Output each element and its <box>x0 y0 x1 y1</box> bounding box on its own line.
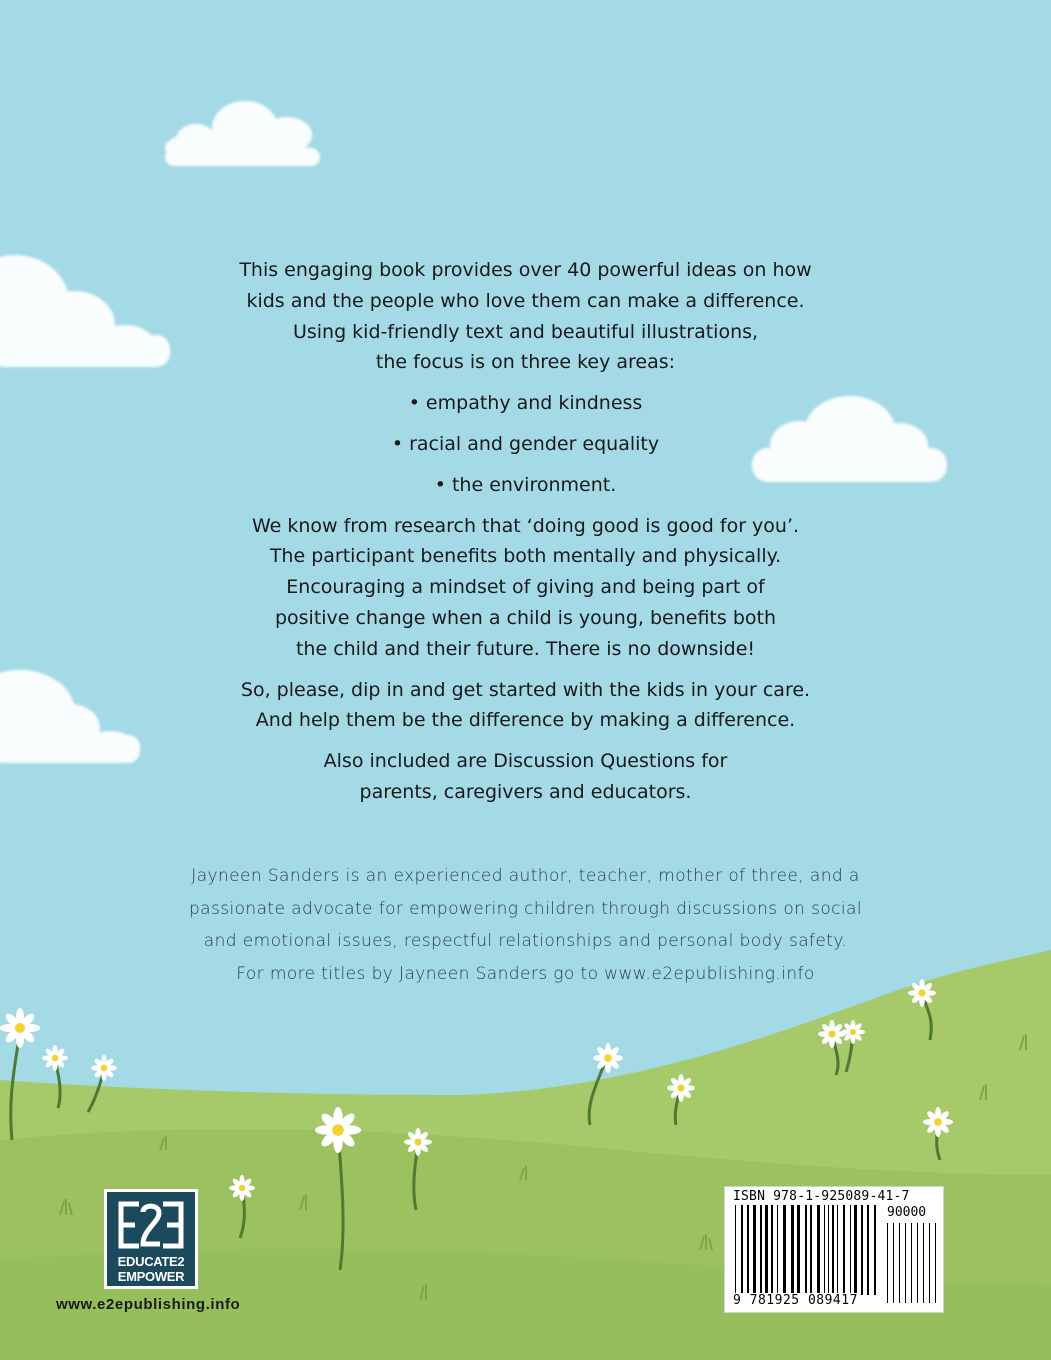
barcode-bar <box>753 1205 756 1295</box>
blurb-line: the focus is on three key areas: <box>375 351 676 374</box>
barcode-bar <box>765 1205 768 1295</box>
barcode-bar <box>783 1205 786 1295</box>
cloud-left <box>0 255 170 367</box>
author-bio-line: Jayneen Sanders is an experienced author, teacher, mother of three, and a <box>191 866 860 886</box>
barcode-bar <box>741 1205 743 1295</box>
blurb-line: Encouraging a mindset of giving and being part of <box>286 576 765 599</box>
barcode-bar <box>861 1205 863 1295</box>
blurb-line: the child and their future. There is no downside! <box>295 637 756 660</box>
bullet-environment: • the environment. <box>434 473 617 496</box>
barcode-bar <box>824 1205 825 1295</box>
addon-bar <box>917 1223 918 1303</box>
blurb-line: Also included are Discussion Questions for <box>323 750 728 773</box>
barcode-bar <box>735 1205 736 1295</box>
blurb-line: kids and the people who love them can make a difference. <box>246 289 805 312</box>
bullet-equality: • racial and gender equality <box>391 432 660 455</box>
author-bio-line: passionate advocate for empowering children through discussions on social <box>188 898 862 919</box>
addon-bar <box>929 1223 930 1303</box>
barcode-bar <box>771 1205 773 1295</box>
barcode-bar <box>874 1205 876 1295</box>
barcode-bar <box>791 1205 794 1295</box>
author-bio-line: For more titles by Jayneen Sanders go to www.e2epublishing.info <box>236 963 815 984</box>
barcode-bar <box>810 1205 812 1295</box>
cloud-lower-left <box>0 670 140 763</box>
addon-bar <box>911 1223 912 1303</box>
barcode-bar <box>760 1205 762 1295</box>
logo-text-educate: EDUCATE2 <box>117 1254 185 1269</box>
barcode-bar <box>805 1205 807 1295</box>
addon-bar <box>935 1223 936 1303</box>
blurb-line: This engaging book provides over 40 powerful ideas on how <box>239 259 812 281</box>
blurb-line: And help them be the difference by making a difference. <box>255 709 796 732</box>
barcode-bar <box>854 1205 857 1295</box>
author-bio-line: and emotional issues, respectful relationships and personal body safety. <box>203 931 848 951</box>
logo-text-empower: EMPOWER <box>117 1269 185 1284</box>
barcode-bar <box>867 1205 869 1295</box>
isbn-label: ISBN 978-1-925089-41-7 <box>733 1189 910 1204</box>
addon-bar <box>899 1223 900 1303</box>
barcode-bar <box>837 1205 838 1295</box>
barcode-bar <box>832 1205 834 1295</box>
blurb-line: The participant benefits both mentally and physically. <box>269 545 782 568</box>
barcode-bar <box>797 1205 800 1295</box>
addon-bar <box>905 1223 906 1303</box>
blurb-line: We know from research that ‘doing good is good for you’. <box>251 514 800 537</box>
author-bio <box>130 860 921 990</box>
barcode-bar <box>843 1205 845 1295</box>
publisher-logo <box>104 1189 198 1289</box>
blurb-research <box>160 511 891 665</box>
publisher-website: www.e2epublishing.info <box>56 1296 241 1313</box>
blurb-discussion <box>160 746 891 808</box>
barcode-digits: 9 781925 089417 <box>733 1293 858 1308</box>
addon-bar <box>887 1223 888 1303</box>
price-code: 90000 <box>887 1205 927 1220</box>
addon-bar <box>893 1223 894 1303</box>
blurb-intro <box>160 255 891 378</box>
addon-bar <box>923 1223 924 1303</box>
isbn-barcode <box>724 1186 944 1313</box>
blurb-line: So, please, dip in and get started with the kids in your care. <box>240 678 811 701</box>
blurb-line: parents, caregivers and educators. <box>359 780 692 803</box>
e2e-logo-icon <box>117 1200 185 1250</box>
blurb-line: positive change when a child is young, benefits both <box>274 606 777 629</box>
barcode-bar <box>777 1205 778 1295</box>
barcode-bar <box>817 1205 820 1295</box>
bullet-empathy: • empathy and kindness <box>408 392 643 415</box>
blurb-call-to-action <box>160 675 891 737</box>
barcode-bar <box>850 1205 851 1295</box>
barcode-bar <box>747 1205 749 1295</box>
cloud-top <box>165 101 320 166</box>
book-blurb <box>160 255 891 818</box>
blurb-line: Using kid-friendly text and beautiful illustrations, <box>292 320 759 343</box>
barcode-bar <box>828 1205 829 1295</box>
